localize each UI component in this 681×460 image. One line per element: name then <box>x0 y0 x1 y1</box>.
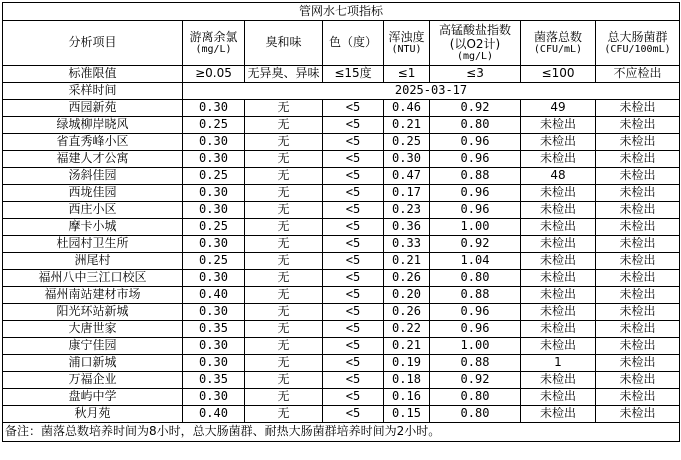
permanganate-cell: 0.92 <box>430 372 521 389</box>
turbidity-cell: 0.25 <box>384 134 430 151</box>
colony-cell: 未检出 <box>521 406 596 423</box>
color-cell: <5 <box>323 321 384 338</box>
header-turbidity: 浑浊度 (NTU) <box>384 21 430 66</box>
coliform-cell: 未检出 <box>596 202 680 219</box>
sampling-row <box>3 83 680 100</box>
site-cell: 福州八中三江口校区 <box>3 270 183 287</box>
turbidity-cell: 0.21 <box>384 338 430 355</box>
table-row <box>3 134 680 151</box>
header-color: 色（度） <box>323 21 384 66</box>
note-text: 备注：菌落总数培养时间为8小时，总大肠菌群、耐热大肠菌群培养时间为2小时。 <box>3 423 680 442</box>
site-cell: 秋月苑 <box>3 406 183 423</box>
site-cell: 绿城柳岸晓风 <box>3 117 183 134</box>
chlorine-cell: 0.40 <box>183 406 245 423</box>
table-row <box>3 117 680 134</box>
coliform-cell: 未检出 <box>596 406 680 423</box>
odor-cell: 无 <box>245 406 323 423</box>
table-row <box>3 372 680 389</box>
coliform-cell: 未检出 <box>596 151 680 168</box>
coliform-cell: 未检出 <box>596 321 680 338</box>
coliform-cell: 未检出 <box>596 134 680 151</box>
coliform-cell: 未检出 <box>596 287 680 304</box>
odor-cell: 无 <box>245 304 323 321</box>
site-cell: 阳光环站新城 <box>3 304 183 321</box>
permanganate-cell: 0.88 <box>430 355 521 372</box>
color-cell: <5 <box>323 219 384 236</box>
colony-cell: 未检出 <box>521 287 596 304</box>
standard-chlorine: ≥0.05 <box>183 66 245 83</box>
coliform-cell: 未检出 <box>596 185 680 202</box>
coliform-cell: 未检出 <box>596 270 680 287</box>
water-quality-table <box>2 2 680 442</box>
permanganate-cell: 1.00 <box>430 219 521 236</box>
chlorine-cell: 0.30 <box>183 100 245 117</box>
odor-cell: 无 <box>245 338 323 355</box>
color-cell: <5 <box>323 151 384 168</box>
chlorine-cell: 0.40 <box>183 287 245 304</box>
color-cell: <5 <box>323 253 384 270</box>
turbidity-cell: 0.15 <box>384 406 430 423</box>
odor-cell: 无 <box>245 253 323 270</box>
colony-cell: 未检出 <box>521 304 596 321</box>
color-cell: <5 <box>323 270 384 287</box>
table-row <box>3 236 680 253</box>
site-cell: 西庄小区 <box>3 202 183 219</box>
odor-cell: 无 <box>245 355 323 372</box>
permanganate-cell: 0.96 <box>430 134 521 151</box>
permanganate-cell: 0.96 <box>430 185 521 202</box>
colony-cell: 未检出 <box>521 389 596 406</box>
turbidity-cell: 0.33 <box>384 236 430 253</box>
color-cell: <5 <box>323 117 384 134</box>
standard-colony: ≤100 <box>521 66 596 83</box>
odor-cell: 无 <box>245 134 323 151</box>
permanganate-cell: 0.80 <box>430 406 521 423</box>
odor-cell: 无 <box>245 151 323 168</box>
colony-cell: 未检出 <box>521 321 596 338</box>
header-odor: 臭和味 <box>245 21 323 66</box>
color-cell: <5 <box>323 355 384 372</box>
colony-cell: 未检出 <box>521 270 596 287</box>
chlorine-cell: 0.30 <box>183 134 245 151</box>
colony-cell: 未检出 <box>521 117 596 134</box>
table-title: 管网水七项指标 <box>3 3 680 21</box>
turbidity-cell: 0.20 <box>384 287 430 304</box>
odor-cell: 无 <box>245 236 323 253</box>
table-row <box>3 304 680 321</box>
header-row <box>3 21 680 66</box>
colony-cell: 未检出 <box>521 134 596 151</box>
colony-cell: 未检出 <box>521 338 596 355</box>
chlorine-cell: 0.30 <box>183 270 245 287</box>
odor-cell: 无 <box>245 100 323 117</box>
chlorine-cell: 0.30 <box>183 355 245 372</box>
odor-cell: 无 <box>245 372 323 389</box>
sampling-date: 2025-03-17 <box>183 83 680 100</box>
odor-cell: 无 <box>245 185 323 202</box>
standard-turbidity: ≤1 <box>384 66 430 83</box>
color-cell: <5 <box>323 287 384 304</box>
table-row <box>3 100 680 117</box>
color-cell: <5 <box>323 372 384 389</box>
turbidity-cell: 0.36 <box>384 219 430 236</box>
odor-cell: 无 <box>245 117 323 134</box>
color-cell: <5 <box>323 406 384 423</box>
permanganate-cell: 0.92 <box>430 236 521 253</box>
coliform-cell: 未检出 <box>596 338 680 355</box>
permanganate-cell: 0.96 <box>430 321 521 338</box>
site-cell: 大唐世家 <box>3 321 183 338</box>
turbidity-cell: 0.19 <box>384 355 430 372</box>
color-cell: <5 <box>323 304 384 321</box>
color-cell: <5 <box>323 100 384 117</box>
odor-cell: 无 <box>245 219 323 236</box>
table-row <box>3 151 680 168</box>
turbidity-cell: 0.23 <box>384 202 430 219</box>
colony-cell: 1 <box>521 355 596 372</box>
site-cell: 福州南站建材市场 <box>3 287 183 304</box>
coliform-cell: 未检出 <box>596 117 680 134</box>
header-coliform: 总大肠菌群 (CFU/100mL) <box>596 21 680 66</box>
turbidity-cell: 0.21 <box>384 253 430 270</box>
note-row <box>3 423 680 442</box>
odor-cell: 无 <box>245 389 323 406</box>
permanganate-cell: 0.88 <box>430 287 521 304</box>
chlorine-cell: 0.25 <box>183 253 245 270</box>
colony-cell: 未检出 <box>521 236 596 253</box>
coliform-cell: 未检出 <box>596 253 680 270</box>
chlorine-cell: 0.25 <box>183 219 245 236</box>
site-cell: 浦口新城 <box>3 355 183 372</box>
odor-cell: 无 <box>245 287 323 304</box>
chlorine-cell: 0.25 <box>183 168 245 185</box>
site-cell: 杜园村卫生所 <box>3 236 183 253</box>
site-cell: 万福企业 <box>3 372 183 389</box>
chlorine-cell: 0.30 <box>183 338 245 355</box>
header-colony: 菌落总数 (CFU/mL) <box>521 21 596 66</box>
data-rows <box>3 100 680 423</box>
turbidity-cell: 0.22 <box>384 321 430 338</box>
color-cell: <5 <box>323 134 384 151</box>
standard-row <box>3 66 680 83</box>
site-cell: 西垅佳园 <box>3 185 183 202</box>
sampling-label: 采样时间 <box>3 83 183 100</box>
coliform-cell: 未检出 <box>596 389 680 406</box>
turbidity-cell: 0.16 <box>384 389 430 406</box>
odor-cell: 无 <box>245 321 323 338</box>
chlorine-cell: 0.30 <box>183 185 245 202</box>
colony-cell: 未检出 <box>521 219 596 236</box>
standard-coliform: 不应检出 <box>596 66 680 83</box>
table-row <box>3 219 680 236</box>
site-cell: 汤斜佳园 <box>3 168 183 185</box>
table-row <box>3 406 680 423</box>
chlorine-cell: 0.25 <box>183 117 245 134</box>
turbidity-cell: 0.18 <box>384 372 430 389</box>
odor-cell: 无 <box>245 168 323 185</box>
table-row <box>3 338 680 355</box>
table-row <box>3 270 680 287</box>
coliform-cell: 未检出 <box>596 100 680 117</box>
color-cell: <5 <box>323 185 384 202</box>
color-cell: <5 <box>323 389 384 406</box>
colony-cell: 未检出 <box>521 372 596 389</box>
chlorine-cell: 0.30 <box>183 151 245 168</box>
table-row <box>3 253 680 270</box>
table-row <box>3 355 680 372</box>
header-item: 分析项目 <box>3 21 183 66</box>
header-permanganate: 高锰酸盐指数 (以O2计) (mg/L) <box>430 21 521 66</box>
chlorine-cell: 0.35 <box>183 321 245 338</box>
turbidity-cell: 0.26 <box>384 304 430 321</box>
standard-permanganate: ≤3 <box>430 66 521 83</box>
site-cell: 西园新苑 <box>3 100 183 117</box>
chlorine-cell: 0.30 <box>183 236 245 253</box>
color-cell: <5 <box>323 202 384 219</box>
table-row <box>3 287 680 304</box>
permanganate-cell: 0.80 <box>430 117 521 134</box>
chlorine-cell: 0.30 <box>183 304 245 321</box>
chlorine-cell: 0.35 <box>183 372 245 389</box>
turbidity-cell: 0.17 <box>384 185 430 202</box>
odor-cell: 无 <box>245 202 323 219</box>
permanganate-cell: 0.80 <box>430 270 521 287</box>
colony-cell: 未检出 <box>521 151 596 168</box>
table-row <box>3 168 680 185</box>
color-cell: <5 <box>323 338 384 355</box>
standard-label: 标准限值 <box>3 66 183 83</box>
table-row <box>3 202 680 219</box>
turbidity-cell: 0.47 <box>384 168 430 185</box>
permanganate-cell: 0.92 <box>430 100 521 117</box>
colony-cell: 未检出 <box>521 185 596 202</box>
colony-cell: 未检出 <box>521 253 596 270</box>
coliform-cell: 未检出 <box>596 168 680 185</box>
table-row <box>3 321 680 338</box>
site-cell: 康宁佳园 <box>3 338 183 355</box>
turbidity-cell: 0.26 <box>384 270 430 287</box>
coliform-cell: 未检出 <box>596 219 680 236</box>
turbidity-cell: 0.46 <box>384 100 430 117</box>
coliform-cell: 未检出 <box>596 355 680 372</box>
header-chlorine: 游离余氯 (mg/L) <box>183 21 245 66</box>
site-cell: 洲尾村 <box>3 253 183 270</box>
colony-cell: 未检出 <box>521 202 596 219</box>
colony-cell: 49 <box>521 100 596 117</box>
permanganate-cell: 0.80 <box>430 389 521 406</box>
site-cell: 盘屿中学 <box>3 389 183 406</box>
permanganate-cell: 0.88 <box>430 168 521 185</box>
odor-cell: 无 <box>245 270 323 287</box>
permanganate-cell: 1.00 <box>430 338 521 355</box>
chlorine-cell: 0.30 <box>183 389 245 406</box>
coliform-cell: 未检出 <box>596 372 680 389</box>
site-cell: 摩卡小城 <box>3 219 183 236</box>
colony-cell: 48 <box>521 168 596 185</box>
site-cell: 省直秀峰小区 <box>3 134 183 151</box>
permanganate-cell: 0.96 <box>430 304 521 321</box>
permanganate-cell: 0.96 <box>430 202 521 219</box>
coliform-cell: 未检出 <box>596 304 680 321</box>
chlorine-cell: 0.30 <box>183 202 245 219</box>
permanganate-cell: 0.96 <box>430 151 521 168</box>
coliform-cell: 未检出 <box>596 236 680 253</box>
standard-odor: 无异臭、异味 <box>245 66 323 83</box>
turbidity-cell: 0.21 <box>384 117 430 134</box>
standard-color: ≤15度 <box>323 66 384 83</box>
site-cell: 福建人才公寓 <box>3 151 183 168</box>
color-cell: <5 <box>323 168 384 185</box>
permanganate-cell: 1.04 <box>430 253 521 270</box>
turbidity-cell: 0.30 <box>384 151 430 168</box>
table-row <box>3 185 680 202</box>
color-cell: <5 <box>323 236 384 253</box>
table-row <box>3 389 680 406</box>
